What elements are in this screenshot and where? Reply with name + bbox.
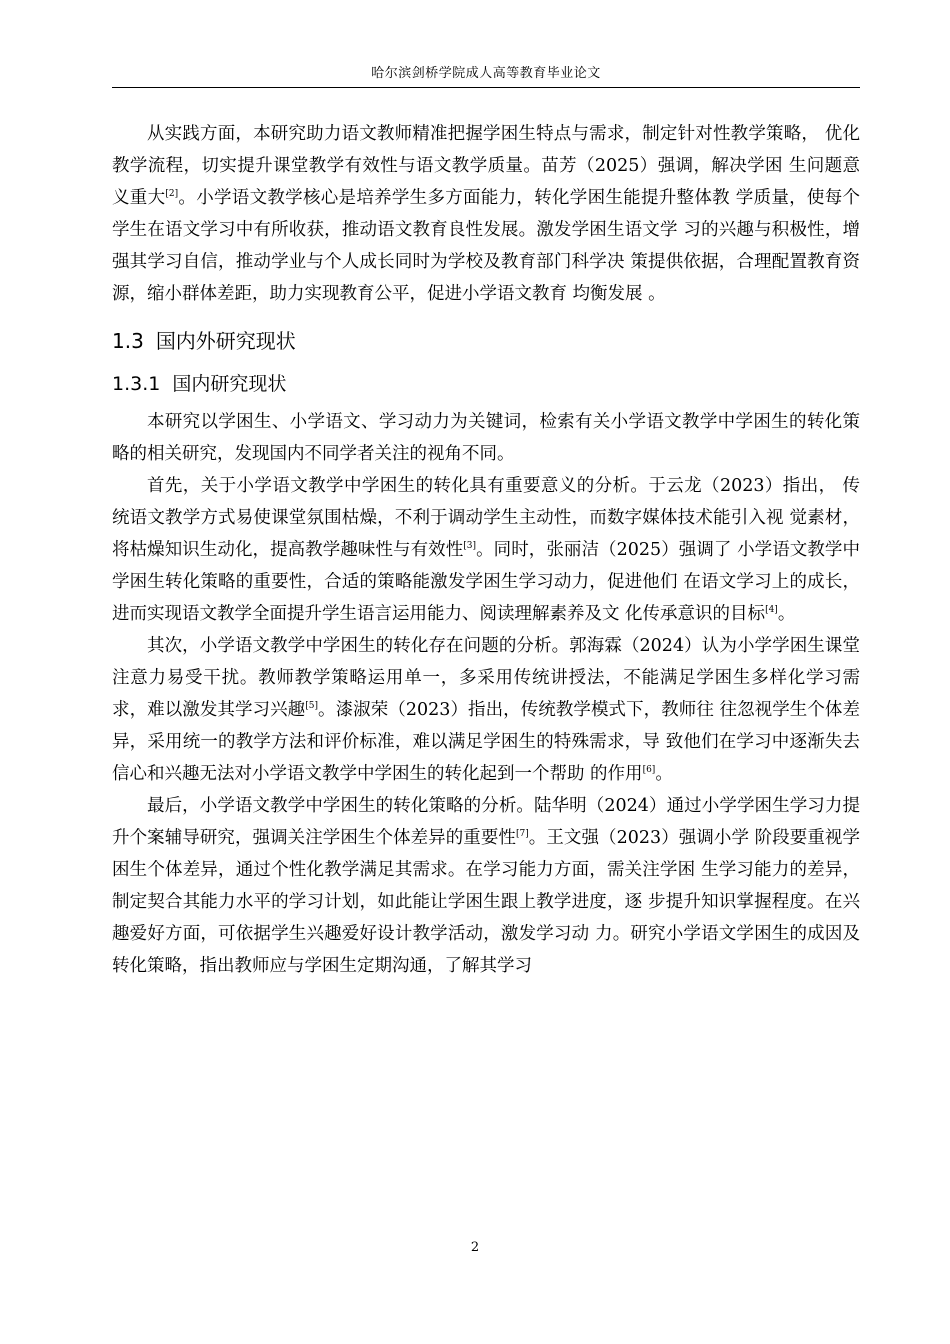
paragraph-text: 。小学语文教学核心是培养学生多方面能力，转化学困生能提升整体教 学质量，使每个学生在语文学习中有所收获，推动语文教育良性发展。激发学困生语文学 习的兴趣与积极性，增强其学习自信，推动学业与个人成长同时为学校及教育部门科学决 策提供依据，合理配置教育资源，缩小群体差距，助力实现教育公平，促进小学语文教育 均衡发展 。 bbox=[112, 188, 861, 304]
paragraph-text: 最后，小学语文教学中学困生的转化策略的分析。陆华明（2024）通过小学学困生学习力提升个案辅导研究，强调关注学困生个体差异的重要性 bbox=[112, 796, 860, 848]
citation-ref[interactable]: [3] bbox=[463, 541, 477, 552]
paragraph-text: 本研究以学困生、小学语文、学习动力为关键词，检索有关小学语文教学中学困生的转化策略的相关研究，发现国内不同学者关注的视角不同。 bbox=[112, 412, 860, 464]
running-header: 哈尔滨剑桥学院成人高等教育毕业论文 bbox=[371, 66, 601, 81]
paragraph-text: 。 bbox=[777, 604, 796, 624]
citation-ref[interactable]: [6] bbox=[642, 765, 656, 776]
header-rule bbox=[112, 87, 860, 88]
citation-ref[interactable]: [2] bbox=[165, 189, 179, 200]
subsection-number: 1.3.1 bbox=[112, 373, 161, 395]
paragraph-text: 。同时，张丽洁（2025）强调了 小学语文教学中学困生转化策略的重要性，合适的策略能激发学困生学习动力，促进他们 在语文学习上的成长，进而实现语文教学全面提升学生语言运用能力、阅读理解素养及文 化传承意识的目标 bbox=[112, 540, 860, 624]
paragraph-significance-analysis bbox=[112, 470, 860, 630]
paragraph-strategy-analysis bbox=[112, 790, 860, 982]
paragraph-problem-analysis bbox=[112, 630, 860, 790]
page-number: 2 bbox=[470, 1240, 480, 1255]
citation-ref[interactable]: [5] bbox=[305, 701, 318, 712]
paragraph-text: 。王文强（2023）强调小学 阶段要重视学困生个体差异，通过个性化教学满足其需求。在学习能力方面，需关注学困 生学习能力的差异，制定契合其能力水平的学习计划，如此能让学困生跟上教学进度，逐 步提升知识掌握程度。在兴趣爱好方面，可依据学生兴趣爱好设计教学活动，激发学习动 力。研究小学语文学困生的成因及转化策略，指出教师应与学困生定期沟通，了解其学习 bbox=[112, 828, 860, 976]
paragraph-text: 首先，关于小学语文教学中学困生的转化具有重要意义的分析。于云龙（2023）指出， 传统语文教学方式易使课堂氛围枯燥，不利于调动学生主动性，而数字媒体技术能引入视 觉素材，将枯燥知识生动化，提高教学趣味性与有效性 bbox=[112, 476, 860, 560]
section-heading bbox=[112, 320, 860, 362]
subsection-title: 国内研究现状 bbox=[172, 373, 287, 395]
paragraph-text: 。 bbox=[655, 764, 673, 784]
paragraph-practical-significance bbox=[112, 118, 860, 310]
section-title: 国内外研究现状 bbox=[155, 329, 296, 353]
subsection-heading bbox=[112, 362, 860, 406]
section-number: 1.3 bbox=[112, 329, 144, 353]
citation-ref[interactable]: [7] bbox=[515, 829, 529, 840]
paragraph-text: 从实践方面，本研究助力语文教师精准把握学困生特点与需求，制定针对性教学策略， 优化教学流程，切实提升课堂教学有效性与语文教学质量。苗芳（2025）强调，解决学困 生问题意义重大 bbox=[112, 124, 860, 208]
body-text bbox=[112, 118, 860, 982]
paragraph-text: 其次，小学语文教学中学困生的转化存在问题的分析。郭海霖（2024）认为小学学困生课堂注意力易受干扰。教师教学策略运用单一，多采用传统讲授法，不能满足学困生多样化学习需求，难以激发其学习兴趣 bbox=[112, 636, 860, 720]
paragraph-text: 。漆淑荣（2023）指出，传统教学模式下，教师往 往忽视学生个体差异，采用统一的教学方法和评价标准，难以满足学困生的特殊需求，导 致他们在学习中逐渐失去信心和兴趣无法对小学语文教学中学困生的转化起到一个帮助 的作用 bbox=[112, 700, 860, 784]
paragraph-research-scope bbox=[112, 406, 860, 470]
citation-ref[interactable]: [4] bbox=[765, 605, 778, 616]
